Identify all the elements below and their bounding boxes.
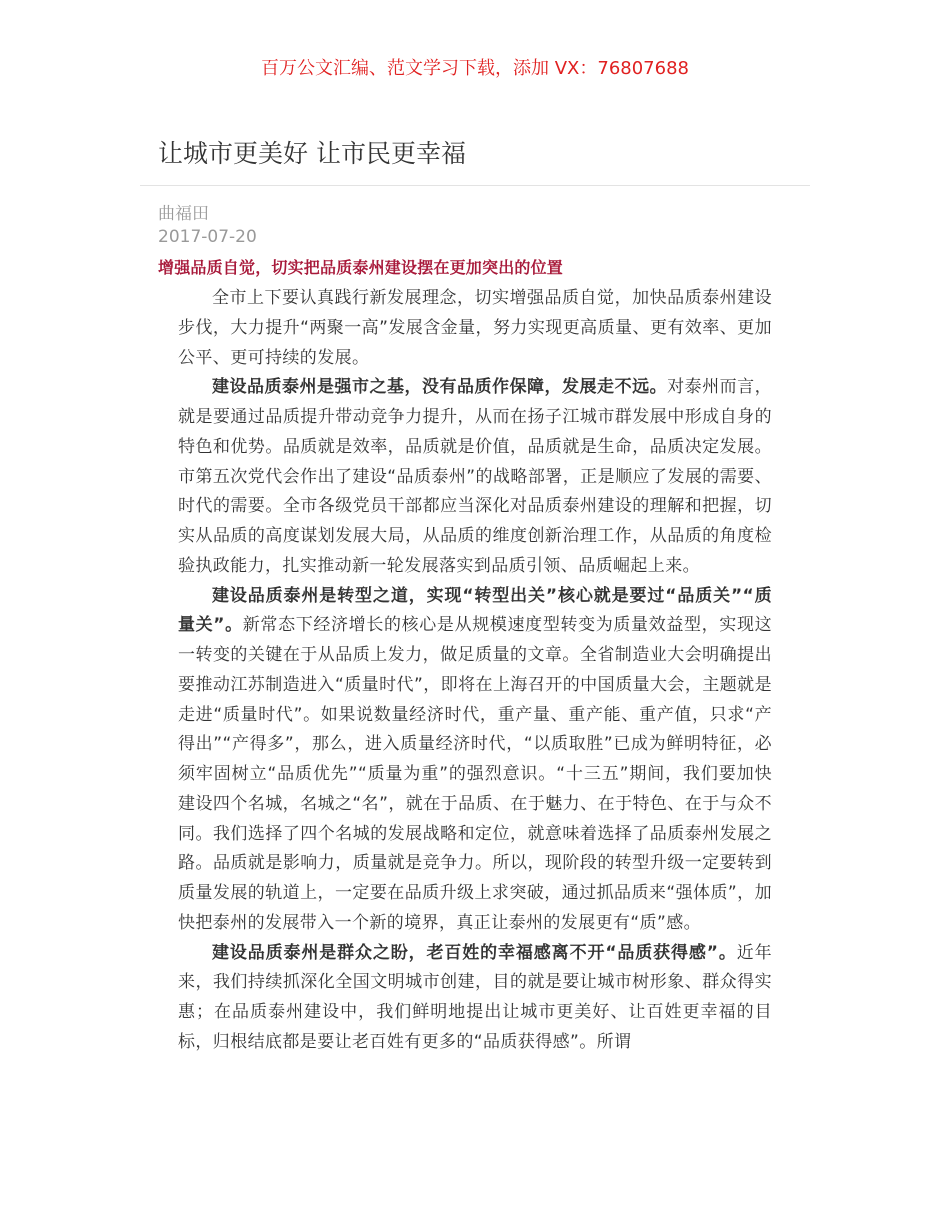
article-body <box>178 284 772 1058</box>
paragraph-4-text: 近年来，我们持续抓深化全国文明城市创建，目的就是要让城市树形象、群众得实惠；在品质泰州建设中，我们鲜明地提出让城市更美好、让百姓更幸福的目标，归根结底都是要让老百姓有更多的“品质获得感”。所谓 <box>178 942 772 1052</box>
section-heading: 增强品质自觉，切实把品质泰州建设摆在更加突出的位置 <box>158 258 564 277</box>
paragraph-2-text: 对泰州而言，就是要通过品质提升带动竞争力提升，从而在扬子江城市群发展中形成自身的特色和优势。品质就是效率，品质就是价值，品质就是生命，品质决定发展。市第五次党代会作出了建设“品质泰州”的战略部署，正是顺应了发展的需要、时代的需要。全市各级党员干部都应当深化对品质泰州建设的理解和把握，切实从品质的高度谋划发展大局，从品质的维度创新治理工作，从品质的角度检验执政能力，扎实推动新一轮发展落实到品质引领、品质崛起上来。 <box>178 377 772 576</box>
promo-banner: 百万公文汇编、范文学习下载，添加 VX：76807688 <box>261 58 689 79</box>
paragraph-2-lead: 建设品质泰州是强市之基，没有品质作保障，发展走不远。 <box>212 377 668 398</box>
article-author: 曲福田 <box>158 204 209 224</box>
paragraph-4 <box>178 939 772 1058</box>
title-divider <box>140 185 810 186</box>
paragraph-3-lead: 建设品质泰州是转型之道，实现“转型出关”核心就是要过“品质关”“质量关”。 <box>178 585 772 636</box>
paragraph-3 <box>178 582 772 939</box>
article-date: 2017-07-20 <box>158 227 257 247</box>
paragraph-1 <box>178 284 772 373</box>
paragraph-4-lead: 建设品质泰州是群众之盼，老百姓的幸福感离不开“品质获得感”。 <box>212 942 737 963</box>
paragraph-2 <box>178 373 772 581</box>
article-title: 让城市更美好 让市民更幸福 <box>158 139 466 168</box>
paragraph-3-text: 新常态下经济增长的核心是从规模速度型转变为质量效益型，实现这一转变的关键在于从品质上发力，做足质量的文章。全省制造业大会明确提出要推动江苏制造进入“质量时代”，即将在上海召开的中国质量大会，主题就是走进“质量时代”。如果说数量经济时代，重产量、重产能、重产值，只求“产得出”“产得多”，那么，进入质量经济时代，“以质取胜”已成为鲜明特征，必须牢固树立“品质优先”“质量为重”的强烈意识。“十三五”期间，我们要加快建设四个名城，名城之“名”，就在于品质、在于魅力、在于特色、在于与众不同。我们选择了四个名城的发展战略和定位，就意味着选择了品质泰州发展之路。品质就是影响力，质量就是竞争力。所以，现阶段的转型升级一定要转到质量发展的轨道上，一定要在品质升级上求突破，通过抓品质来“强体质”，加快把泰州的发展带入一个新的境界，真正让泰州的发展更有“质”感。 <box>178 615 773 933</box>
paragraph-1-text: 全市上下要认真践行新发展理念，切实增强品质自觉，加快品质泰州建设步伐，大力提升“两聚一高”发展含金量，努力实现更高质量、更有效率、更加公平、更可持续的发展。 <box>178 288 772 368</box>
